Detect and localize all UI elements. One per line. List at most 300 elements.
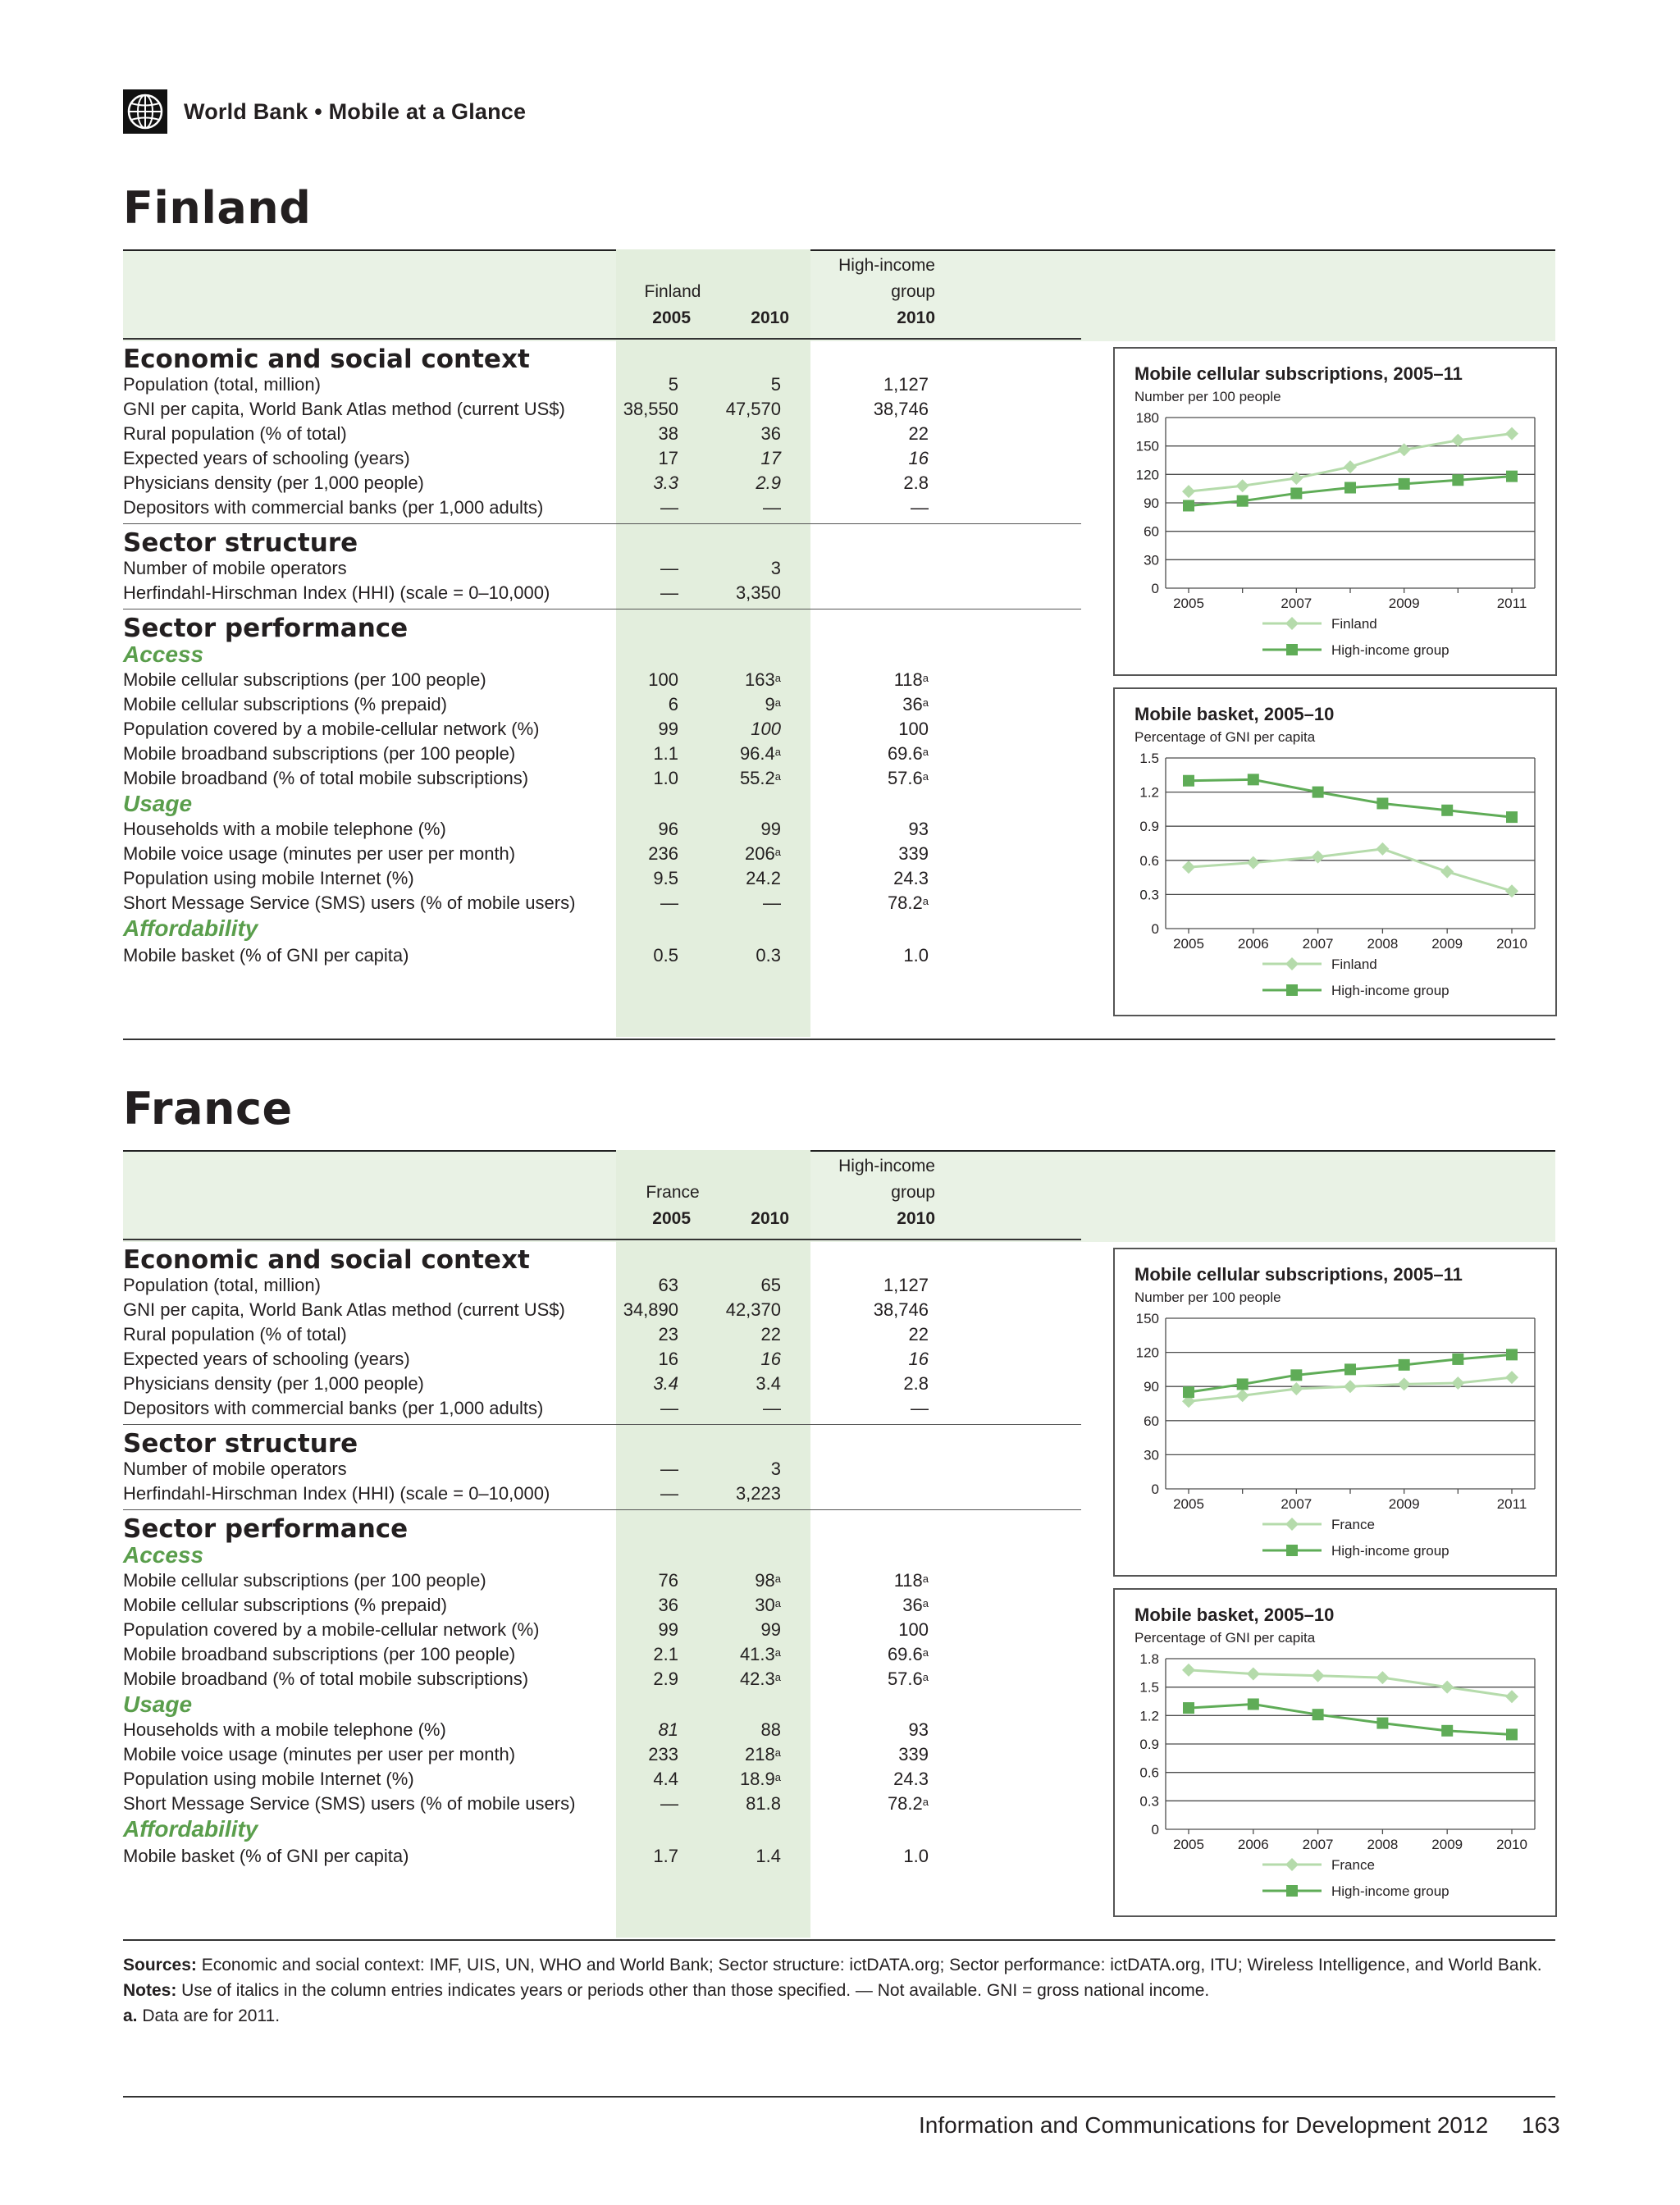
econ-row-label: Depositors with commercial banks (per 1,000 adults) — [123, 497, 544, 518]
data-point — [1312, 851, 1325, 864]
access-row-value-3: 118$^a$ — [893, 669, 929, 690]
econ-row-value-3: 22 — [908, 423, 929, 444]
data-point — [1344, 460, 1357, 473]
usage-row-label: Short Message Service (SMS) users (% of mobile users) — [123, 1793, 576, 1814]
econ-row-label: Physicians density (per 1,000 people) — [123, 1373, 424, 1394]
y-tick-label: 0.3 — [1139, 1793, 1159, 1810]
usage-row-value-2: 88 — [760, 1719, 781, 1740]
usage-row-value-3: 339 — [898, 843, 929, 864]
data-point — [1182, 485, 1195, 498]
header-title: World Bank • Mobile at a Glance — [184, 98, 527, 124]
chart-title: Mobile basket, 2005–10 — [1134, 704, 1335, 724]
chart-title: Mobile cellular subscriptions, 2005–11 — [1134, 363, 1463, 384]
y-tick-label: 0.6 — [1139, 852, 1159, 869]
access-row-value-2: 96.4$^a$ — [739, 743, 781, 764]
access-row-value-3: 100 — [898, 1619, 929, 1640]
data-point — [1451, 1376, 1464, 1390]
access-row-value-3: 69.6$^a$ — [887, 743, 929, 764]
x-tick-label: 2010 — [1496, 936, 1527, 952]
column-year-2005: 2005 — [652, 308, 691, 327]
usage-row-value-1: 9.5 — [653, 868, 678, 888]
footnotes — [123, 1952, 1559, 2029]
chart-2 — [1115, 1249, 1555, 1575]
legend-marker — [1285, 1518, 1299, 1531]
usage-row-label: Mobile voice usage (minutes per user per month) — [123, 843, 516, 864]
footer-rule — [123, 2096, 1555, 2098]
data-point — [1183, 1386, 1194, 1398]
econ-row-value-2: 16 — [760, 1349, 781, 1369]
econ-row-label: Rural population (% of total) — [123, 423, 347, 444]
usage-row-label: Population using mobile Internet (%) — [123, 868, 414, 888]
data-point — [1312, 787, 1324, 798]
column-year-2005: 2005 — [652, 1209, 691, 1228]
afford-row-label: Mobile basket (% of GNI per capita) — [123, 945, 409, 966]
structure-row-value-2: 3 — [770, 1459, 781, 1479]
column-year-2010: 2010 — [751, 1209, 789, 1228]
y-tick-label: 180 — [1135, 410, 1159, 426]
usage-row-value-3: 93 — [908, 1719, 929, 1740]
data-point — [1452, 1354, 1463, 1365]
econ-row-value-1: 3.3 — [653, 472, 678, 493]
page-number: 163 — [1522, 2112, 1560, 2138]
y-tick-label: 30 — [1144, 552, 1159, 568]
x-tick-label: 2010 — [1496, 1837, 1527, 1852]
econ-row-value-2: 3.4 — [756, 1373, 781, 1394]
econ-row-value-1: 38 — [658, 423, 678, 444]
series-line-1 — [1189, 1704, 1512, 1734]
access-row-value-2: 98$^a$ — [755, 1570, 781, 1591]
data-point — [1506, 811, 1518, 823]
x-tick-label: 2009 — [1431, 936, 1463, 952]
data-point — [1290, 487, 1302, 499]
access-row-value-1: 6 — [668, 694, 678, 714]
usage-row-value-1: 233 — [648, 1744, 678, 1764]
access-row-value-3: 36$^a$ — [902, 1595, 929, 1615]
data-point — [1290, 472, 1303, 485]
country-block-0 — [0, 0, 1680, 998]
access-row-value-2: 99 — [760, 1619, 781, 1640]
country-column-label: France — [646, 1183, 700, 1202]
econ-row-value-3: 16 — [908, 1349, 929, 1369]
chart-subtitle: Number per 100 people — [1134, 389, 1281, 404]
data-point — [1376, 842, 1389, 856]
x-tick-label: 2005 — [1173, 1496, 1204, 1512]
afford-row-value-2: 0.3 — [756, 945, 781, 966]
access-row-value-3: 57.6$^a$ — [887, 768, 929, 788]
usage-row-value-2: 218$^a$ — [745, 1744, 781, 1764]
access-row-label: Mobile broadband subscriptions (per 100 people) — [123, 1644, 516, 1664]
access-row-label: Mobile cellular subscriptions (per 100 people) — [123, 1570, 486, 1591]
access-row-value-3: 100 — [898, 719, 929, 739]
econ-row-value-3: 16 — [908, 448, 929, 468]
econ-row-label: GNI per capita, World Bank Atlas method (current US$) — [123, 1299, 565, 1320]
x-tick-label: 2007 — [1302, 1837, 1334, 1852]
usage-row-value-2: 99 — [760, 819, 781, 839]
access-row-label: Population covered by a mobile-cellular network (%) — [123, 719, 540, 739]
access-row-value-1: 99 — [658, 719, 678, 739]
econ-row-value-3: 38,746 — [873, 1299, 929, 1320]
legend-label: Finland — [1331, 616, 1377, 632]
chart-panel-0 — [1113, 347, 1557, 676]
chart-0 — [1115, 349, 1555, 674]
chart-3 — [1115, 1590, 1555, 1915]
structure-row-label: Herfindahl-Hirschman Index (HHI) (scale = 0–10,000) — [123, 1483, 550, 1504]
econ-row-value-2: 22 — [760, 1324, 781, 1344]
access-row-value-1: 1.0 — [653, 768, 678, 788]
legend-marker — [1286, 644, 1298, 655]
structure-row-value-1: — — [660, 582, 678, 603]
data-point — [1506, 471, 1518, 482]
econ-row-value-3: 2.8 — [903, 1373, 929, 1394]
y-tick-label: 1.2 — [1139, 784, 1159, 801]
econ-row-value-3: 1,127 — [883, 374, 929, 395]
access-row-label: Mobile cellular subscriptions (% prepaid) — [123, 1595, 447, 1615]
data-point — [1376, 1718, 1388, 1729]
data-point — [1344, 1363, 1356, 1375]
chart-subtitle: Percentage of GNI per capita — [1134, 1630, 1316, 1646]
access-row-label: Mobile cellular subscriptions (% prepaid) — [123, 694, 447, 714]
econ-row-label: Population (total, million) — [123, 1275, 321, 1295]
econ-row-value-1: 63 — [658, 1275, 678, 1295]
access-row-value-2: 100 — [751, 719, 781, 739]
access-row-value-3: 36$^a$ — [902, 694, 929, 714]
section-performance-heading: Sector performance — [123, 1514, 409, 1544]
x-tick-label: 2011 — [1496, 1496, 1527, 1512]
x-tick-label: 2006 — [1237, 1837, 1269, 1852]
sources-note: Sources: Economic and social context: IMF, UIS, UN, WHO and World Bank; Sector structure: ictDATA.org; Sector performance: ictDATA.org, ITU; Wireless Intelligence, and World Bank. — [123, 1956, 1542, 1974]
access-row-value-1: 36 — [658, 1595, 678, 1615]
econ-row-value-3: 2.8 — [903, 472, 929, 493]
structure-row-value-1: — — [660, 1459, 678, 1479]
y-tick-label: 150 — [1135, 1311, 1159, 1326]
access-row-value-2: 55.2$^a$ — [739, 768, 781, 788]
y-tick-label: 0 — [1151, 1481, 1159, 1497]
data-point — [1248, 1698, 1259, 1710]
y-tick-label: 1.8 — [1139, 1651, 1159, 1667]
subsection-usage: Usage — [123, 791, 193, 816]
econ-row-label: Expected years of schooling (years) — [123, 448, 410, 468]
data-point — [1505, 884, 1518, 897]
legend-marker — [1286, 1885, 1298, 1897]
legend-label: France — [1331, 1857, 1375, 1873]
econ-row-value-1: 17 — [658, 448, 678, 468]
x-tick-label: 2007 — [1302, 936, 1334, 952]
y-tick-label: 1.2 — [1139, 1708, 1159, 1724]
data-point — [1237, 1378, 1249, 1390]
access-row-value-1: 2.1 — [653, 1644, 678, 1664]
data-point — [1399, 1359, 1410, 1371]
section-economic-heading: Economic and social context — [123, 1245, 530, 1275]
structure-row-value-2: 3,350 — [735, 582, 781, 603]
access-row-label: Mobile cellular subscriptions (per 100 people) — [123, 669, 486, 690]
x-tick-label: 2009 — [1388, 1496, 1420, 1512]
access-row-value-2: 42.3$^a$ — [739, 1669, 781, 1689]
data-point — [1376, 1671, 1389, 1684]
hig-label-line1: High-income — [838, 256, 935, 275]
data-point — [1290, 1382, 1303, 1395]
y-tick-label: 0.6 — [1139, 1764, 1159, 1781]
usage-row-label: Households with a mobile telephone (%) — [123, 819, 446, 839]
y-tick-label: 0 — [1151, 581, 1159, 596]
data-point — [1441, 805, 1453, 816]
data-point — [1398, 1377, 1411, 1390]
x-tick-label: 2007 — [1281, 1496, 1312, 1512]
econ-row-value-1: 16 — [658, 1349, 678, 1369]
econ-row-value-1: 3.4 — [653, 1373, 678, 1394]
x-tick-label: 2005 — [1173, 936, 1204, 952]
econ-row-value-2: 36 — [760, 423, 781, 444]
usage-row-value-3: 24.3 — [893, 1769, 929, 1789]
econ-row-value-1: 38,550 — [623, 399, 678, 419]
access-row-value-3: 57.6$^a$ — [887, 1669, 929, 1689]
econ-row-value-3: 22 — [908, 1324, 929, 1344]
structure-row-label: Number of mobile operators — [123, 558, 347, 578]
y-tick-label: 0 — [1151, 1822, 1159, 1838]
access-row-label: Mobile broadband (% of total mobile subscriptions) — [123, 768, 529, 788]
legend-marker — [1285, 617, 1299, 630]
structure-row-label: Herfindahl-Hirschman Index (HHI) (scale = 0–10,000) — [123, 582, 550, 603]
access-row-value-2: 163$^a$ — [745, 669, 781, 690]
hig-year-2010: 2010 — [897, 308, 935, 327]
column-year-2010: 2010 — [751, 308, 789, 327]
y-tick-label: 120 — [1135, 467, 1159, 483]
x-tick-label: 2005 — [1173, 596, 1204, 611]
y-tick-label: 0.3 — [1139, 887, 1159, 903]
usage-row-value-2: 206$^a$ — [745, 843, 781, 864]
data-point — [1452, 474, 1463, 486]
access-row-value-1: 99 — [658, 1619, 678, 1640]
usage-row-label: Short Message Service (SMS) users (% of mobile users) — [123, 892, 576, 913]
data-point — [1505, 1690, 1518, 1703]
econ-row-value-3: 1,127 — [883, 1275, 929, 1295]
econ-row-value-3: — — [911, 497, 929, 518]
access-row-value-1: 100 — [648, 669, 678, 690]
section-rule — [123, 1424, 1081, 1425]
chart-subtitle: Number per 100 people — [1134, 1290, 1281, 1305]
econ-row-label: Physicians density (per 1,000 people) — [123, 472, 424, 493]
x-tick-label: 2006 — [1237, 936, 1269, 952]
usage-row-value-1: — — [660, 892, 678, 913]
x-tick-label: 2009 — [1388, 596, 1420, 611]
econ-row-label: GNI per capita, World Bank Atlas method (current US$) — [123, 399, 565, 419]
chart-title: Mobile basket, 2005–10 — [1134, 1605, 1335, 1625]
chart-panel-2 — [1113, 1248, 1557, 1577]
hig-label-line2: group — [891, 1183, 935, 1202]
legend-label: France — [1331, 1517, 1375, 1532]
econ-row-label: Rural population (% of total) — [123, 1324, 347, 1344]
econ-row-value-1: — — [660, 1398, 678, 1418]
x-tick-label: 2005 — [1173, 1837, 1204, 1852]
data-point — [1451, 434, 1464, 447]
section-rule — [123, 1509, 1081, 1510]
legend-label: Finland — [1331, 956, 1377, 972]
data-point — [1440, 865, 1454, 879]
y-tick-label: 0.9 — [1139, 819, 1159, 835]
data-point — [1441, 1725, 1453, 1737]
access-row-value-1: 76 — [658, 1570, 678, 1591]
structure-row-value-2: 3,223 — [735, 1483, 781, 1504]
access-row-label: Mobile broadband subscriptions (per 100 people) — [123, 743, 516, 764]
usage-row-value-3: 78.2$^a$ — [887, 1793, 929, 1814]
access-row-label: Population covered by a mobile-cellular network (%) — [123, 1619, 540, 1640]
usage-row-value-2: — — [763, 892, 781, 913]
access-row-value-2: 30$^a$ — [755, 1595, 781, 1615]
x-tick-label: 2008 — [1367, 936, 1399, 952]
data-point — [1182, 1664, 1195, 1677]
y-tick-label: 60 — [1144, 523, 1159, 540]
data-point — [1248, 774, 1259, 785]
y-tick-label: 90 — [1144, 495, 1159, 511]
legend-label: High-income group — [1331, 1543, 1449, 1559]
data-point — [1183, 500, 1194, 511]
access-row-value-3: 118$^a$ — [893, 1570, 929, 1591]
structure-row-value-1: — — [660, 1483, 678, 1504]
econ-row-value-2: 17 — [760, 448, 781, 468]
usage-row-value-1: 4.4 — [653, 1769, 678, 1789]
data-point — [1183, 1702, 1194, 1714]
usage-row-value-1: 96 — [658, 819, 678, 839]
econ-row-value-1: — — [660, 497, 678, 518]
data-point — [1237, 495, 1249, 507]
econ-row-value-3: — — [911, 1398, 929, 1418]
usage-row-value-1: 236 — [648, 843, 678, 864]
section-structure-heading: Sector structure — [123, 1429, 358, 1459]
data-point — [1506, 1349, 1518, 1360]
publication-title: Information and Communications for Development 2012 — [919, 2112, 1489, 2138]
y-tick-label: 120 — [1135, 1344, 1159, 1361]
usage-row-value-3: 78.2$^a$ — [887, 892, 929, 913]
data-point — [1183, 775, 1194, 787]
legend-marker — [1285, 1858, 1299, 1871]
econ-row-value-2: — — [763, 497, 781, 518]
access-row-value-1: 1.1 — [653, 743, 678, 764]
afford-row-value-1: 0.5 — [653, 945, 678, 966]
econ-row-label: Expected years of schooling (years) — [123, 1349, 410, 1369]
usage-row-value-1: — — [660, 1793, 678, 1814]
usage-row-label: Mobile voice usage (minutes per user per month) — [123, 1744, 516, 1764]
series-line-0 — [1189, 849, 1512, 891]
data-point — [1440, 1681, 1454, 1694]
data-point — [1506, 1728, 1518, 1740]
data-point — [1505, 427, 1518, 441]
y-tick-label: 30 — [1144, 1447, 1159, 1463]
x-tick-label: 2009 — [1431, 1837, 1463, 1852]
usage-row-value-3: 339 — [898, 1744, 929, 1764]
data-point — [1376, 797, 1388, 809]
structure-row-label: Number of mobile operators — [123, 1459, 347, 1479]
footnote-a: a. Data are for 2011. — [123, 2006, 281, 2025]
data-point — [1182, 861, 1195, 874]
econ-row-label: Depositors with commercial banks (per 1,000 adults) — [123, 1398, 544, 1418]
econ-row-value-2: 65 — [760, 1275, 781, 1295]
chart-panel-3 — [1113, 1588, 1557, 1917]
header-rule — [123, 1239, 1081, 1240]
y-tick-label: 1.5 — [1139, 1679, 1159, 1696]
x-tick-label: 2008 — [1367, 1837, 1399, 1852]
usage-row-label: Households with a mobile telephone (%) — [123, 1719, 446, 1740]
legend-marker — [1286, 1545, 1298, 1556]
country-column-label: Finland — [644, 282, 701, 301]
data-point — [1398, 443, 1411, 456]
header-rule — [123, 338, 1081, 340]
country-bottom-rule — [123, 1939, 1555, 1941]
access-row-value-2: 9$^a$ — [765, 694, 781, 714]
access-row-value-3: 69.6$^a$ — [887, 1644, 929, 1664]
usage-row-value-2: 81.8 — [746, 1793, 781, 1814]
hig-label-line2: group — [891, 282, 935, 301]
data-point — [1399, 478, 1410, 490]
country-block-1 — [0, 901, 1680, 1899]
notes-note: Notes: Use of italics in the column entries indicates years or periods other than those specified. — Not available. GNI = gross national income. — [123, 1981, 1210, 2000]
access-row-value-1: 2.9 — [653, 1669, 678, 1689]
legend-label: High-income group — [1331, 983, 1449, 998]
legend-label: High-income group — [1331, 1883, 1449, 1899]
section-economic-heading: Economic and social context — [123, 345, 530, 374]
section-rule — [123, 523, 1081, 524]
afford-row-label: Mobile basket (% of GNI per capita) — [123, 1846, 409, 1866]
data-point — [1247, 856, 1260, 870]
econ-row-value-2: 2.9 — [756, 472, 781, 493]
usage-row-value-1: 81 — [658, 1719, 678, 1740]
section-performance-heading: Sector performance — [123, 614, 409, 643]
econ-row-value-1: 5 — [668, 374, 678, 395]
data-point — [1236, 1389, 1249, 1402]
hig-year-2010: 2010 — [897, 1209, 935, 1228]
access-row-label: Mobile broadband (% of total mobile subscriptions) — [123, 1669, 529, 1689]
hig-label-line1: High-income — [838, 1157, 935, 1176]
chart-title: Mobile cellular subscriptions, 2005–11 — [1134, 1264, 1463, 1285]
subsection-access: Access — [123, 1542, 204, 1568]
series-line-0 — [1189, 1670, 1512, 1696]
afford-row-value-3: 1.0 — [903, 1846, 929, 1866]
x-tick-label: 2011 — [1496, 596, 1527, 611]
econ-row-label: Population (total, million) — [123, 374, 321, 395]
econ-row-value-3: 38,746 — [873, 399, 929, 419]
afford-row-value-2: 1.4 — [756, 1846, 781, 1866]
econ-row-value-1: 23 — [658, 1324, 678, 1344]
data-point — [1312, 1669, 1325, 1682]
y-tick-label: 150 — [1135, 438, 1159, 454]
y-tick-label: 90 — [1144, 1379, 1159, 1395]
data-point — [1505, 1371, 1518, 1384]
y-tick-label: 0 — [1151, 921, 1159, 937]
y-tick-label: 0.9 — [1139, 1737, 1159, 1752]
usage-row-value-3: 93 — [908, 819, 929, 839]
data-point — [1247, 1667, 1260, 1680]
econ-row-value-1: 34,890 — [623, 1299, 678, 1320]
structure-row-value-2: 3 — [770, 558, 781, 578]
subsection-usage: Usage — [123, 1691, 193, 1717]
data-point — [1344, 1380, 1357, 1393]
legend-label: High-income group — [1331, 642, 1449, 658]
subsection-affordability: Affordability — [123, 1816, 258, 1842]
access-row-value-2: 41.3$^a$ — [739, 1644, 781, 1664]
country-title: Finland — [123, 182, 312, 234]
afford-row-value-3: 1.0 — [903, 945, 929, 966]
x-tick-label: 2007 — [1281, 596, 1312, 611]
structure-row-value-1: — — [660, 558, 678, 578]
chart-subtitle: Percentage of GNI per capita — [1134, 729, 1316, 745]
usage-row-value-2: 18.9$^a$ — [739, 1769, 781, 1789]
econ-row-value-2: 42,370 — [725, 1299, 781, 1320]
econ-row-value-2: — — [763, 1398, 781, 1418]
usage-row-label: Population using mobile Internet (%) — [123, 1769, 414, 1789]
y-tick-label: 1.5 — [1139, 751, 1159, 766]
data-point — [1236, 479, 1249, 492]
y-tick-label: 60 — [1144, 1413, 1159, 1429]
data-point — [1290, 1369, 1302, 1381]
section-structure-heading: Sector structure — [123, 528, 358, 558]
